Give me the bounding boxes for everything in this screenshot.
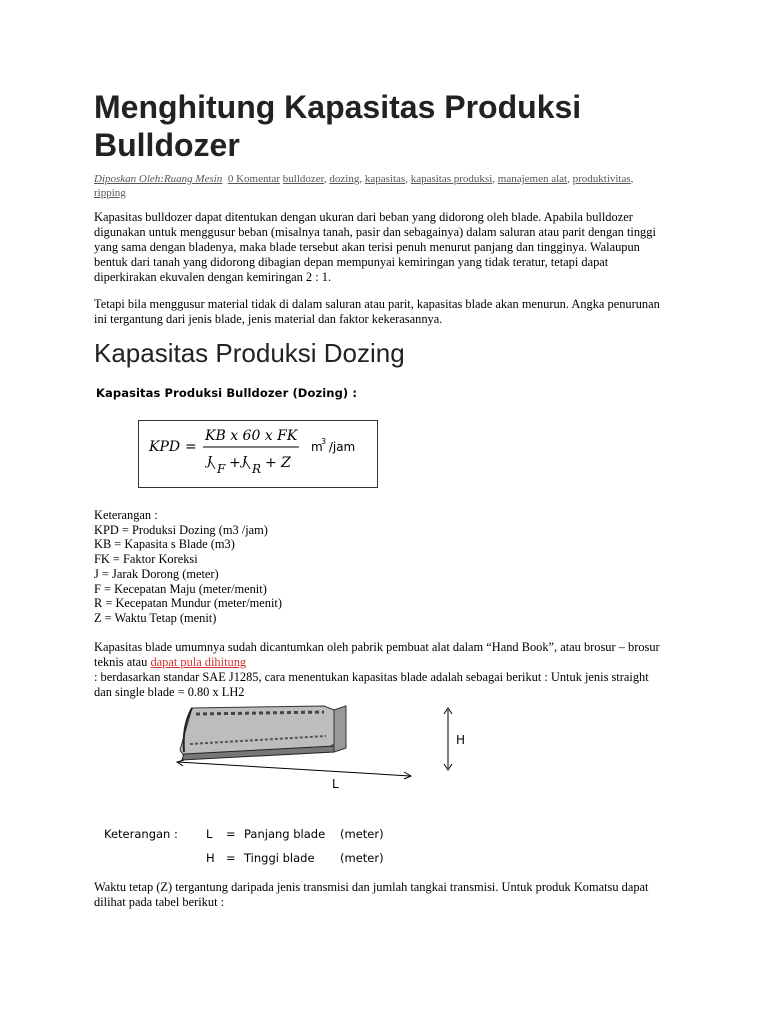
blade-paragraph	[94, 640, 664, 700]
blade-legend-equals: =	[226, 851, 236, 865]
height-label: H	[456, 733, 466, 747]
formula-heading: Kapasitas Produksi Bulldozer (Dozing) :	[96, 386, 358, 400]
blade-legend	[104, 822, 384, 870]
blade-legend-symbol: L	[206, 827, 213, 841]
formula-equals: =	[185, 439, 197, 455]
legend-line: KB = Kapasita s Blade (m3)	[94, 537, 235, 552]
blade-legend-equals: =	[226, 827, 236, 841]
formula-j2: J	[242, 454, 247, 468]
arrow-head	[177, 760, 184, 766]
blade-legend-unit: (meter)	[340, 851, 384, 865]
blade-paragraph-text: Kapasitas blade umumnya sudah dicantumkan oleh pabrik pembuat alat dalam “Hand Book”, atau brosur – brosur teknis atau	[94, 640, 660, 669]
blade-drawing	[174, 700, 474, 800]
formula-f: F	[217, 462, 226, 476]
formula-j1: J	[207, 454, 212, 468]
tag-link[interactable]: ripping	[94, 187, 126, 199]
blade-side-plate	[334, 706, 346, 752]
formula-numerator: KB x 60 x FK	[205, 428, 298, 444]
formula-plus2: + Z	[265, 455, 291, 471]
legend-line: FK = Faktor Koreksi	[94, 552, 198, 567]
blade-legend-row	[104, 822, 384, 846]
blade-legend-desc: Panjang blade	[244, 827, 326, 841]
calculate-link[interactable]: dapat pula dihitung	[150, 655, 247, 669]
tag-link[interactable]: kapasitas	[364, 173, 406, 185]
formula-svg	[139, 421, 377, 487]
unit-m: m	[311, 440, 323, 454]
legend-line: F = Kecepatan Maju (meter/menit)	[94, 581, 267, 596]
unit-exponent: 3	[321, 437, 327, 446]
formula-lhs: KPD	[149, 439, 181, 455]
unit-rest: /jam	[325, 440, 356, 454]
blade-legend-symbol: H	[206, 851, 215, 865]
length-dimension-line	[178, 762, 410, 776]
comments-link[interactable]: 0 Komentar	[227, 173, 281, 185]
blade-legend-row	[104, 846, 384, 870]
variable-legend	[94, 508, 664, 626]
intro-paragraph: Kapasitas bulldozer dapat ditentukan dengan ukuran dari beban yang didorong oleh blade. Apabila bulldozer digunakan untuk menggusur beban (misalnya tanah, pasir dan sebagainya) dalam saluran atau parit dengan tinggi yang sama dengan bladenya, maka blade tersebut akan terisi penuh menurut panjang dan tingginya. Walaupun bentuk dari tanah yang didorong dibagian depan mempunyai kemiringan yang tidak teratur, tetapi dapat diperkirakan ekuvalen dengan kemiringan 2 : 1.	[94, 210, 656, 284]
blade-legend-unit: (meter)	[340, 827, 384, 841]
post-meta: Diposkan Oleh:Ruang Mesin 0 Komentar bulldozer, dozing, kapasitas, kapasitas produksi, manajemen alat, produktivitas, ripping	[94, 173, 634, 199]
blade-figure	[174, 700, 474, 800]
tag-link[interactable]: kapasitas produksi	[410, 173, 493, 185]
legend-line: KPD = Produksi Dozing (m3 /jam)	[94, 522, 268, 537]
formula-r: R	[252, 462, 262, 476]
legend-line: Keterangan :	[94, 508, 158, 522]
blade-paragraph-text-2: : berdasarkan standar SAE J1285, cara menentukan kapasitas blade adalah sebagai berikut : Untuk jenis straight dan single blade = 0.80 x LH2	[94, 670, 649, 699]
legend-line: J = Jarak Dorong (meter)	[94, 566, 219, 581]
tag-link[interactable]: produktivitas	[572, 173, 631, 185]
tag-link[interactable]: bulldozer	[282, 173, 324, 185]
second-paragraph: Tetapi bila menggusur material tidak di dalam saluran atau parit, kapasitas blade akan menurun. Angka penurunan ini tergantung dari jenis blade, jenis material dan faktor kekerasannya.	[94, 297, 660, 326]
tag-link[interactable]: manajemen alat	[497, 173, 568, 185]
tag-link[interactable]: dozing	[329, 173, 360, 185]
section-title: Kapasitas Produksi Dozing	[94, 338, 405, 368]
formula-box	[138, 420, 378, 488]
legend-line: R = Kecepatan Mundur (meter/menit)	[94, 596, 282, 611]
formula-plus1: +	[229, 455, 241, 471]
length-label: L	[332, 777, 339, 791]
blade-legend-desc: Tinggi blade	[244, 851, 315, 865]
fixed-time-paragraph: Waktu tetap (Z) tergantung daripada jenis transmisi dan jumlah tangkai transmisi. Untuk produk Komatsu dapat dilihat pada tabel berikut :	[94, 880, 649, 909]
blade-legend-heading: Keterangan :	[104, 827, 178, 841]
legend-line: Z = Waktu Tetap (menit)	[94, 610, 217, 625]
author-link[interactable]: Diposkan Oleh:Ruang Mesin	[94, 173, 223, 185]
page-title: Menghitung Kapasitas Produksi Bulldozer	[94, 89, 582, 163]
